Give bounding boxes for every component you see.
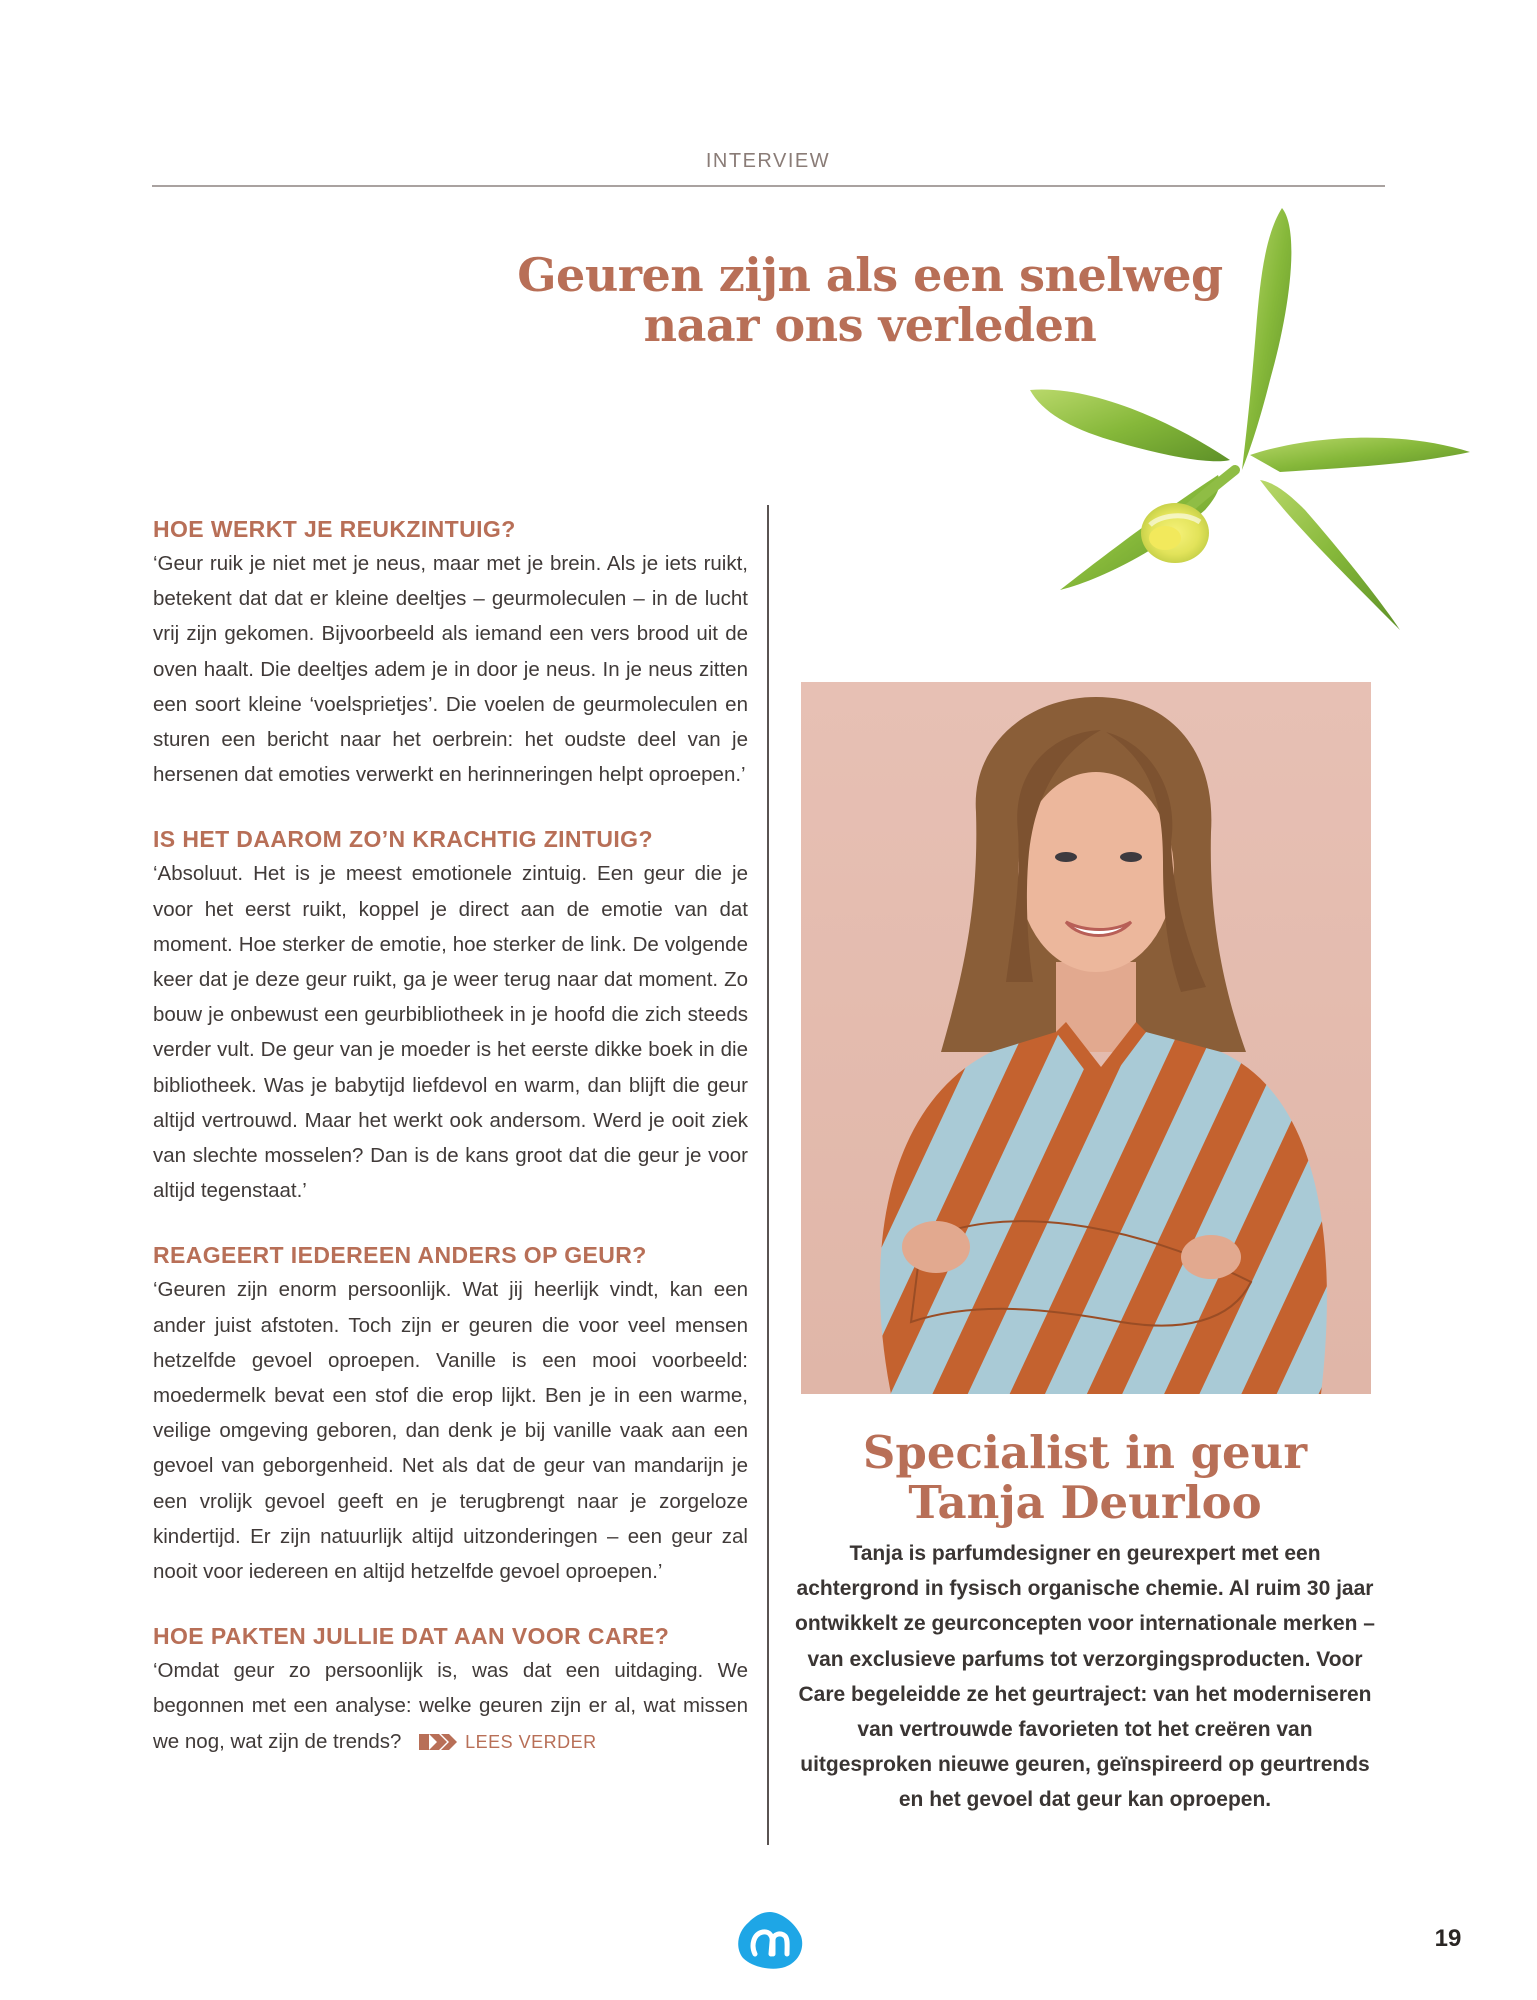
portrait-photo	[801, 682, 1371, 1394]
answer-text-content: ‘Omdat geur zo persoonlijk is, was dat een uitdaging. We begonnen met een analyse: welke geuren zijn er al, wat missen we nog, wat zijn de trends?	[153, 1659, 748, 1753]
read-more-link[interactable]	[419, 1725, 597, 1760]
question-heading: HOE PAKTEN JULLIE DAT AAN VOOR CARE?	[153, 1623, 670, 1650]
qa-block	[153, 1238, 748, 1589]
bio-title-line-1: Specialist in geur	[862, 1426, 1308, 1479]
answer-text	[153, 1653, 748, 1760]
read-more-label: LEES VERDER	[465, 1731, 597, 1752]
page-number: 19	[1434, 1925, 1462, 1952]
question-heading: REAGEERT IEDEREEN ANDERS OP GEUR?	[153, 1242, 647, 1269]
qa-block	[153, 512, 748, 792]
qa-block	[153, 1619, 748, 1760]
headline-line-1: Geuren zijn als een snelweg	[517, 248, 1223, 302]
qa-block	[153, 822, 748, 1208]
interview-column	[153, 512, 748, 1790]
section-label: INTERVIEW	[705, 150, 831, 172]
bio-title-line-2: Tanja Deurloo	[908, 1476, 1262, 1529]
headline-line-2: naar ons verleden	[643, 298, 1097, 352]
bio-title	[770, 1428, 1400, 1528]
double-arrow-icon	[419, 1731, 459, 1753]
bio-text: Tanja is parfumdesigner en geurexpert met een achtergrond in fysisch organische chemie. Al ruim 30 jaar ontwikkelt ze geurconcepten voor internationale merken – van exclusieve parfums tot verzorgingsproducten. Voor Care begeleidde ze het geurtraject: van het moderniseren van vertrouwde favorieten tot het creëren van uitgesproken nieuwe geuren, geïnspireerd op geurtrends en het gevoel dat geur kan oproepen.	[795, 1542, 1375, 1812]
question-heading: HOE WERKT JE REUKZINTUIG?	[153, 516, 516, 542]
answer-text: ‘Absoluut. Het is je meest emotionele zintuig. Een geur die je voor het eerst ruikt, koppel je direct aan de emotie van dat moment. Hoe sterker de emotie, hoe sterker de link. De volgende keer dat je deze geur ruikt, ga je weer terug naar dat moment. Zo bouw je onbewust een geurbibliotheek in je hoofd die zich steeds verder vult. De geur van je moeder is het eerste dikke boek in die bibliotheek. Was je babytijd liefdevol en warm, dan blijft die geur altijd vertrouwd. Maar het werkt ook andersom. Werd je ooit ziek van slechte mosselen? Dan is de kans groot dat die geur je voor altijd tegenstaat.’	[153, 862, 748, 1203]
vanilla-flower-icon	[960, 190, 1520, 690]
column-divider	[767, 505, 769, 1845]
question-heading: IS HET DAAROM ZO’N KRACHTIG ZINTUIG?	[153, 826, 653, 853]
answer-text: ‘Geuren zijn enorm persoonlijk. Wat jij heerlijk vindt, kan een ander juist afstoten. Toch zijn er geuren die voor veel mensen hetzelfde gevoel oproepen. Vanille is een mooi voorbeeld: moedermelk bevat een stof die erop lijkt. Ben je in een warme, veilige omgeving geboren, dan denk je bij vanille vaak aan een gevoel van geborgenheid. Net als dat de geur van mandarijn je een vrolijk gevoel geeft en je terugbrengt naar je zorgeloze kindertijd. Er zijn natuurlijk altijd uitzonderingen – een geur zal nooit voor iedereen en altijd hetzelfde gevoel oproepen.’	[153, 1278, 748, 1584]
ah-logo-icon	[735, 1910, 805, 1970]
top-divider	[152, 185, 1385, 187]
answer-text: ‘Geur ruik je niet met je neus, maar met je brein. Als je iets ruikt, betekent dat dat er kleine deeltjes – geurmoleculen – in de lucht vrij zijn gekomen. Bijvoorbeeld als iemand een vers brood uit de oven haalt. Die deeltjes adem je in door je neus. In je neus zitten een soort kleine ‘voelsprietjes’. Die voelen de geurmoleculen en sturen een bericht naar het oerbrein: het oudste deel van je hersenen dat emoties verwerkt en herinneringen helpt oproepen.’	[153, 552, 748, 787]
